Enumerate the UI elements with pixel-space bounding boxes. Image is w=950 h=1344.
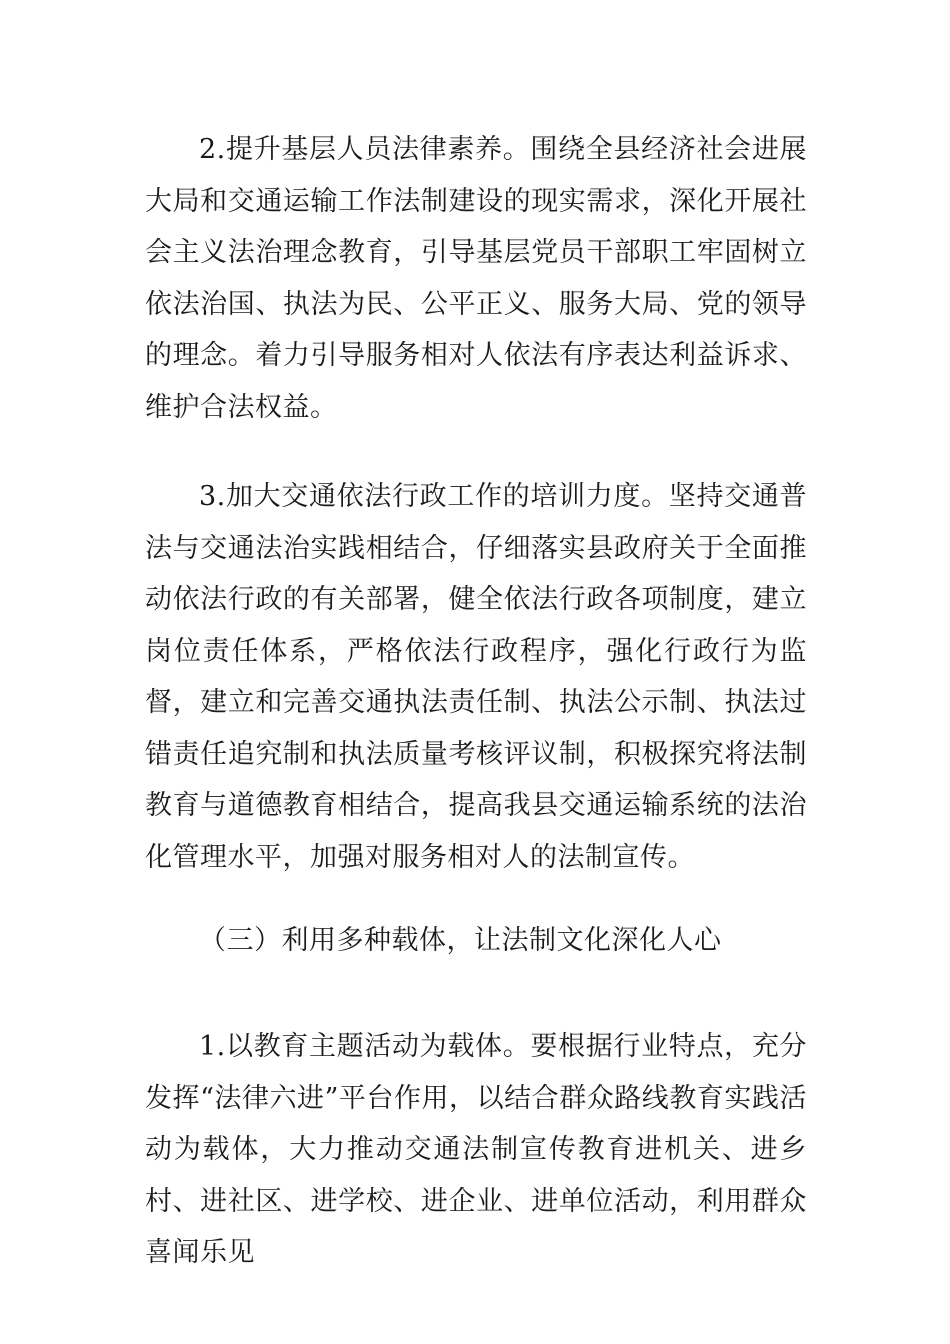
paragraph-training-legal-literacy: 2.提升基层人员法律素养。围绕全县经济社会进展大局和交通运输工作法制建设的现实需求，深化开展社会主义法治理念教育，引导基层党员干部职工牢固树立依法治国、执法为民、公平正义、服务大局、党的领导的理念。着力引导服务相对人依法有序表达利益诉求、维护合法权益。 <box>145 134 807 423</box>
paragraph-administrative-training: 3.加大交通依法行政工作的培训力度。坚持交通普法与交通法治实践相结合，仔细落实县政府关于全面推动依法行政的有关部署，健全依法行政各项制度，建立岗位责任体系，严格依法行政程序，强化行政行为监督，建立和完善交通执法责任制、执法公示制、执法过错责任追究制和执法质量考核评议制，积极探究将法制教育与道德教育相结合，提高我县交通运输系统的法治化管理水平，加强对服务相对人的法制宣传。 <box>145 481 807 873</box>
section-heading: （三）利用多种载体，让法制文化深化人心 <box>199 925 722 956</box>
paragraph-education-activities: 1.以教育主题活动为载体。要根据行业特点，充分发挥“法律六进”平台作用，以结合群众路线教育实践活动为载体，大力推动交通法制宣传教育进机关、进乡村、进社区、进学校、进企业、进单位活动，利用群众喜闻乐见 <box>145 1031 807 1268</box>
